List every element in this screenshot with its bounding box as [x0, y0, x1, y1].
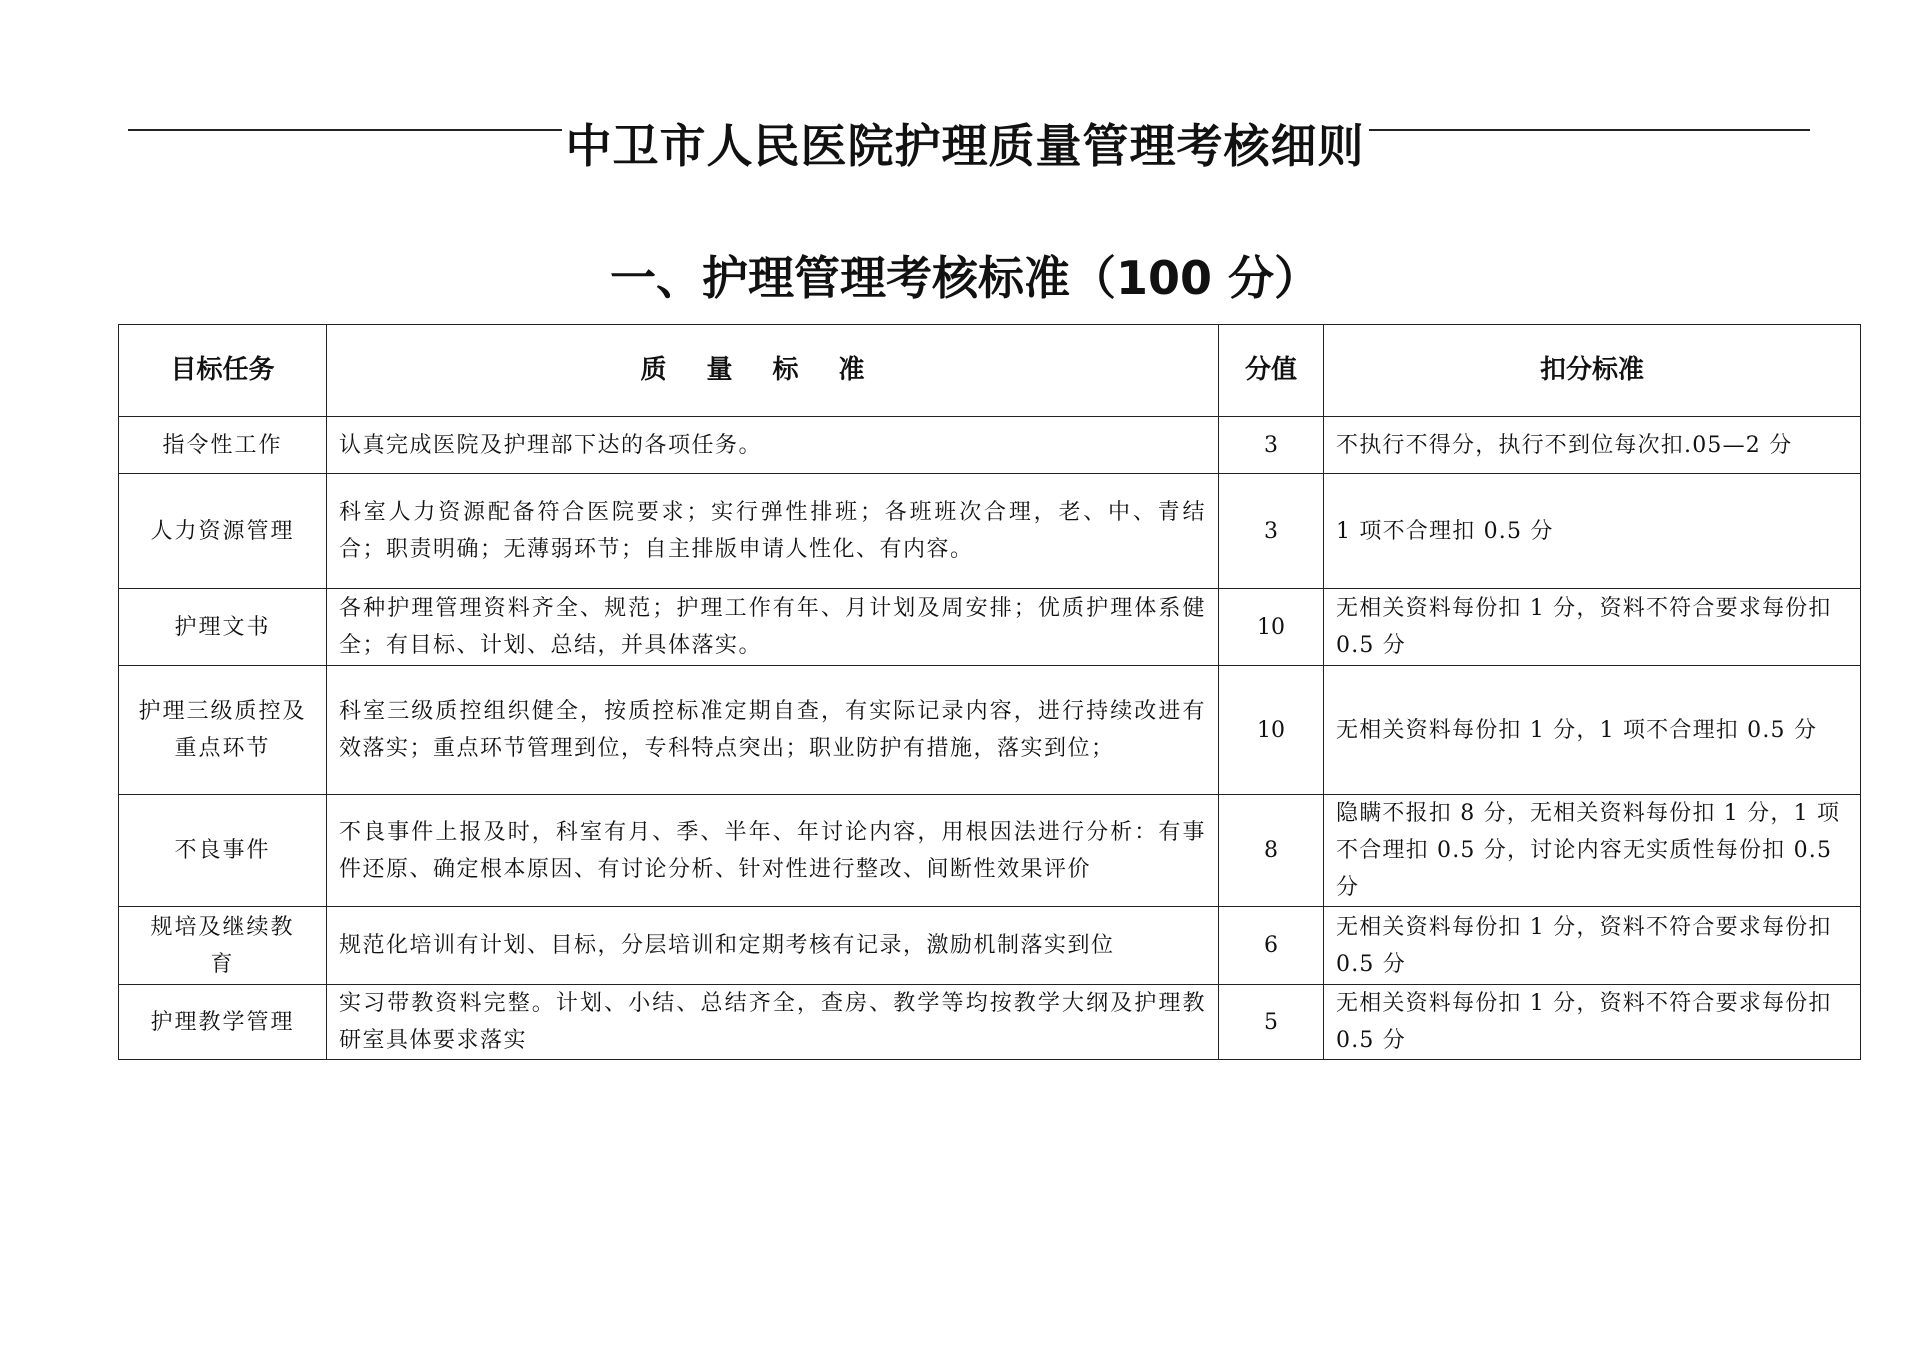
table-row: [119, 589, 1861, 666]
standard-cell: 不良事件上报及时，科室有月、季、半年、年讨论内容，用根因法进行分析：有事件还原、确定根本原因、有讨论分析、针对性进行整改、间断性效果评价: [327, 795, 1219, 907]
task-cell: 规培及继续教 育: [119, 907, 327, 985]
table-row: [119, 417, 1861, 474]
criteria-table: [118, 324, 1861, 1060]
deduction-cell: 隐瞒不报扣 8 分，无相关资料每份扣 1 分，1 项不合理扣 0.5 分，讨论内容无实质性每份扣 0.5 分: [1324, 795, 1861, 907]
task-cell: 人力资源管理: [119, 474, 327, 589]
standard-cell: 规范化培训有计划、目标，分层培训和定期考核有记录，激励机制落实到位: [327, 907, 1219, 985]
standard-cell: 认真完成医院及护理部下达的各项任务。: [327, 417, 1219, 474]
score-cell: 3: [1219, 417, 1324, 474]
table-header-row: [119, 325, 1861, 417]
score-cell: 3: [1219, 474, 1324, 589]
header-task: 目标任务: [119, 325, 327, 417]
score-cell: 6: [1219, 907, 1324, 985]
standard-cell: 科室人力资源配备符合医院要求；实行弹性排班；各班班次合理，老、中、青结合；职责明确；无薄弱环节；自主排版申请人性化、有内容。: [327, 474, 1219, 589]
document-title: 中卫市人民医院护理质量管理考核细则: [0, 114, 1930, 178]
score-cell: 5: [1219, 985, 1324, 1060]
deduction-cell: 无相关资料每份扣 1 分，1 项不合理扣 0.5 分: [1324, 666, 1861, 795]
header-standard: 质量标准: [327, 325, 1219, 417]
score-cell: 10: [1219, 666, 1324, 795]
task-cell: 不良事件: [119, 795, 327, 907]
standard-cell: 实习带教资料完整。计划、小结、总结齐全，查房、教学等均按教学大纲及护理教研室具体要求落实: [327, 985, 1219, 1060]
score-cell: 10: [1219, 589, 1324, 666]
deduction-cell: 不执行不得分，执行不到位每次扣.05—2 分: [1324, 417, 1861, 474]
header-score: 分值: [1219, 325, 1324, 417]
table-row: [119, 907, 1861, 985]
table-row: [119, 985, 1861, 1060]
table-row: [119, 666, 1861, 795]
standard-cell: 各种护理管理资料齐全、规范；护理工作有年、月计划及周安排；优质护理体系健全；有目标、计划、总结，并具体落实。: [327, 589, 1219, 666]
task-cell: 护理教学管理: [119, 985, 327, 1060]
task-cell: 护理三级质控及重点环节: [119, 666, 327, 795]
table-row: [119, 795, 1861, 907]
section-title: 一、护理管理考核标准（100 分）: [609, 251, 1321, 305]
deduction-cell: 无相关资料每份扣 1 分，资料不符合要求每份扣 0.5 分: [1324, 985, 1861, 1060]
task-cell: 护理文书: [119, 589, 327, 666]
deduction-cell: 无相关资料每份扣 1 分，资料不符合要求每份扣 0.5 分: [1324, 589, 1861, 666]
task-cell: 指令性工作: [119, 417, 327, 474]
table-row: [119, 474, 1861, 589]
score-cell: 8: [1219, 795, 1324, 907]
standard-cell: 科室三级质控组织健全，按质控标准定期自查，有实际记录内容，进行持续改进有效落实；重点环节管理到位，专科特点突出；职业防护有措施，落实到位；: [327, 666, 1219, 795]
header-deduction: 扣分标准: [1324, 325, 1861, 417]
deduction-cell: 1 项不合理扣 0.5 分: [1324, 474, 1861, 589]
deduction-cell: 无相关资料每份扣 1 分，资料不符合要求每份扣 0.5 分: [1324, 907, 1861, 985]
